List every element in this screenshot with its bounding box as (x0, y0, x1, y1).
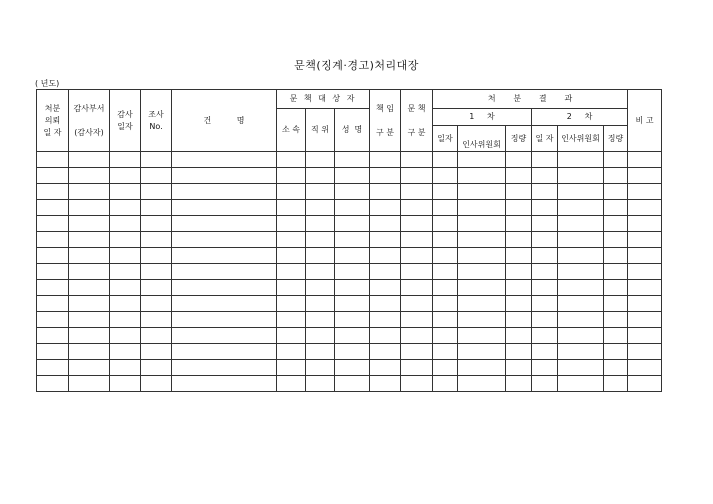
table-cell[interactable] (172, 184, 277, 200)
table-cell[interactable] (69, 264, 110, 280)
table-cell[interactable] (69, 360, 110, 376)
table-cell[interactable] (628, 360, 662, 376)
table-cell[interactable] (370, 232, 401, 248)
table-cell[interactable] (141, 152, 172, 168)
table-row (37, 344, 662, 360)
table-cell[interactable] (506, 248, 532, 264)
table-cell[interactable] (37, 232, 69, 248)
table-cell[interactable] (532, 280, 558, 296)
table-cell[interactable] (558, 344, 604, 360)
table-row (37, 200, 662, 216)
table-cell[interactable] (335, 360, 370, 376)
header-position: 직 위 (306, 109, 335, 152)
table-cell[interactable] (69, 312, 110, 328)
table-cell[interactable] (558, 152, 604, 168)
table-cell[interactable] (628, 312, 662, 328)
table-cell[interactable] (277, 184, 306, 200)
header-audit-dept: 감사부서 (감사자) (69, 90, 110, 152)
table-cell[interactable] (110, 360, 141, 376)
table-cell[interactable] (370, 328, 401, 344)
table-cell[interactable] (141, 184, 172, 200)
header-first-date: 일자 (433, 126, 458, 152)
table-cell[interactable] (110, 312, 141, 328)
table-cell[interactable] (558, 312, 604, 328)
table-cell[interactable] (433, 216, 458, 232)
table-cell[interactable] (506, 168, 532, 184)
table-cell[interactable] (277, 216, 306, 232)
table-cell[interactable] (110, 200, 141, 216)
header-survey-no: 조사 No. (141, 90, 172, 152)
table-cell[interactable] (506, 184, 532, 200)
header-remarks: 비 고 (628, 90, 662, 152)
table-cell[interactable] (433, 152, 458, 168)
table-cell[interactable] (370, 360, 401, 376)
table-cell[interactable] (532, 264, 558, 280)
table-cell[interactable] (110, 184, 141, 200)
table-cell[interactable] (370, 200, 401, 216)
table-cell[interactable] (433, 280, 458, 296)
table-cell[interactable] (370, 184, 401, 200)
table-cell[interactable] (604, 152, 628, 168)
header-liability-type: 책 임 구 분 (370, 90, 401, 152)
table-cell[interactable] (604, 376, 628, 392)
header-second-date: 일 자 (532, 126, 558, 152)
table-cell[interactable] (306, 360, 335, 376)
table-cell[interactable] (506, 344, 532, 360)
header-affiliation: 소 속 (277, 109, 306, 152)
table-cell[interactable] (628, 152, 662, 168)
table-cell[interactable] (458, 168, 506, 184)
header-first-penalty: 징량 (506, 126, 532, 152)
table-cell[interactable] (532, 344, 558, 360)
table-cell[interactable] (628, 184, 662, 200)
table-cell[interactable] (335, 280, 370, 296)
table-cell[interactable] (433, 312, 458, 328)
table-cell[interactable] (69, 200, 110, 216)
table-cell[interactable] (401, 184, 433, 200)
table-cell[interactable] (401, 328, 433, 344)
table-cell[interactable] (401, 280, 433, 296)
table-cell[interactable] (172, 312, 277, 328)
table-cell[interactable] (458, 248, 506, 264)
header-disposal-request-date: 처분 의뢰 일 자 (37, 90, 69, 152)
table-cell[interactable] (69, 344, 110, 360)
header-case-name: 건 명 (172, 90, 277, 152)
table-cell[interactable] (628, 232, 662, 248)
table-cell[interactable] (628, 168, 662, 184)
table-cell[interactable] (433, 248, 458, 264)
header-first-committee: 인사위원회 (458, 126, 506, 152)
table-cell[interactable] (277, 232, 306, 248)
table-cell[interactable] (335, 296, 370, 312)
table-cell[interactable] (277, 168, 306, 184)
table-cell[interactable] (370, 216, 401, 232)
table-cell[interactable] (433, 376, 458, 392)
table-cell[interactable] (370, 280, 401, 296)
table-cell[interactable] (141, 264, 172, 280)
table-cell[interactable] (69, 248, 110, 264)
table-cell[interactable] (69, 232, 110, 248)
table-cell[interactable] (37, 280, 69, 296)
table-cell[interactable] (172, 280, 277, 296)
table-cell[interactable] (141, 344, 172, 360)
table-cell[interactable] (458, 200, 506, 216)
table-cell[interactable] (110, 296, 141, 312)
table-cell[interactable] (306, 232, 335, 248)
page-title: 문책(징계·경고)처리대장 (294, 59, 419, 72)
table-cell[interactable] (458, 360, 506, 376)
table-cell[interactable] (370, 312, 401, 328)
table-cell[interactable] (69, 328, 110, 344)
table-cell[interactable] (604, 296, 628, 312)
table-cell[interactable] (401, 296, 433, 312)
table-cell[interactable] (604, 184, 628, 200)
table-cell[interactable] (306, 312, 335, 328)
table-cell[interactable] (306, 264, 335, 280)
table-cell[interactable] (110, 376, 141, 392)
table-cell[interactable] (558, 232, 604, 248)
table-cell[interactable] (69, 168, 110, 184)
table-cell[interactable] (110, 328, 141, 344)
table-cell[interactable] (433, 184, 458, 200)
table-cell[interactable] (532, 200, 558, 216)
table-cell[interactable] (277, 152, 306, 168)
table-cell[interactable] (110, 216, 141, 232)
table-cell[interactable] (433, 360, 458, 376)
table-cell[interactable] (141, 296, 172, 312)
table-cell[interactable] (558, 360, 604, 376)
table-cell[interactable] (172, 344, 277, 360)
header-reprimand-type: 문 책 구 분 (401, 90, 433, 152)
table-cell[interactable] (401, 216, 433, 232)
table-cell[interactable] (628, 328, 662, 344)
header-responsible-group: 문 책 대 상 자 (277, 90, 370, 109)
table-cell[interactable] (401, 152, 433, 168)
table-row (37, 296, 662, 312)
table-row (37, 280, 662, 296)
table-cell[interactable] (277, 280, 306, 296)
table-cell[interactable] (558, 264, 604, 280)
table-cell[interactable] (306, 248, 335, 264)
table-cell[interactable] (604, 312, 628, 328)
table-cell[interactable] (110, 344, 141, 360)
table-cell[interactable] (558, 168, 604, 184)
table-cell[interactable] (110, 248, 141, 264)
table-cell[interactable] (628, 344, 662, 360)
table-cell[interactable] (370, 152, 401, 168)
header-second-round: 2 차 (532, 109, 628, 126)
table-cell[interactable] (335, 264, 370, 280)
table-cell[interactable] (335, 232, 370, 248)
table-cell[interactable] (335, 184, 370, 200)
table-cell[interactable] (604, 264, 628, 280)
table-cell[interactable] (69, 152, 110, 168)
table-cell[interactable] (532, 328, 558, 344)
table-cell[interactable] (335, 248, 370, 264)
ledger-table (36, 89, 662, 392)
table-cell[interactable] (172, 376, 277, 392)
table-cell[interactable] (172, 200, 277, 216)
table-cell[interactable] (604, 360, 628, 376)
table-cell[interactable] (306, 280, 335, 296)
table-cell[interactable] (532, 232, 558, 248)
table-cell[interactable] (458, 264, 506, 280)
table-cell[interactable] (604, 232, 628, 248)
table-cell[interactable] (172, 216, 277, 232)
table-cell[interactable] (506, 264, 532, 280)
table-cell[interactable] (69, 184, 110, 200)
table-cell[interactable] (335, 216, 370, 232)
table-cell[interactable] (532, 248, 558, 264)
table-cell[interactable] (37, 328, 69, 344)
table-cell[interactable] (532, 360, 558, 376)
table-cell[interactable] (433, 296, 458, 312)
table-cell[interactable] (306, 152, 335, 168)
table-cell[interactable] (110, 232, 141, 248)
table-cell[interactable] (37, 376, 69, 392)
table-cell[interactable] (401, 376, 433, 392)
table-cell[interactable] (370, 376, 401, 392)
table-cell[interactable] (37, 360, 69, 376)
table-row (37, 232, 662, 248)
table-cell[interactable] (558, 248, 604, 264)
header-name: 성 명 (335, 109, 370, 152)
table-cell[interactable] (335, 344, 370, 360)
table-cell[interactable] (628, 200, 662, 216)
table-cell[interactable] (37, 312, 69, 328)
table-row (37, 152, 662, 168)
table-cell[interactable] (370, 168, 401, 184)
table-cell[interactable] (69, 296, 110, 312)
table-cell[interactable] (335, 328, 370, 344)
table-cell[interactable] (277, 296, 306, 312)
table-cell[interactable] (335, 152, 370, 168)
table-cell[interactable] (172, 152, 277, 168)
table-cell[interactable] (277, 248, 306, 264)
table-cell[interactable] (604, 344, 628, 360)
table-cell[interactable] (628, 296, 662, 312)
table-cell[interactable] (172, 168, 277, 184)
table-cell[interactable] (335, 168, 370, 184)
table-cell[interactable] (277, 264, 306, 280)
year-label: ( 년도) (35, 79, 60, 88)
table-cell[interactable] (172, 360, 277, 376)
table-cell[interactable] (141, 232, 172, 248)
table-cell[interactable] (69, 376, 110, 392)
table-cell[interactable] (506, 328, 532, 344)
table-cell[interactable] (558, 280, 604, 296)
table-cell[interactable] (335, 312, 370, 328)
table-cell[interactable] (69, 280, 110, 296)
table-cell[interactable] (141, 168, 172, 184)
table-cell[interactable] (306, 344, 335, 360)
table-cell[interactable] (558, 328, 604, 344)
table-cell[interactable] (172, 232, 277, 248)
table-cell[interactable] (558, 296, 604, 312)
table-row (37, 376, 662, 392)
table-cell[interactable] (277, 360, 306, 376)
table-cell[interactable] (458, 328, 506, 344)
table-cell[interactable] (506, 296, 532, 312)
table-cell[interactable] (506, 280, 532, 296)
table-cell[interactable] (141, 248, 172, 264)
table-cell[interactable] (401, 312, 433, 328)
table-cell[interactable] (306, 184, 335, 200)
table-cell[interactable] (37, 184, 69, 200)
table-cell[interactable] (401, 360, 433, 376)
table-cell[interactable] (458, 184, 506, 200)
table-cell[interactable] (172, 248, 277, 264)
table-row (37, 248, 662, 264)
table-cell[interactable] (532, 184, 558, 200)
table-cell[interactable] (506, 152, 532, 168)
table-cell[interactable] (604, 168, 628, 184)
table-cell[interactable] (506, 360, 532, 376)
table-cell[interactable] (532, 216, 558, 232)
table-cell[interactable] (506, 376, 532, 392)
table-cell[interactable] (458, 216, 506, 232)
table-cell[interactable] (37, 200, 69, 216)
table-cell[interactable] (335, 376, 370, 392)
table-row (37, 216, 662, 232)
table-cell[interactable] (401, 232, 433, 248)
table-cell[interactable] (628, 216, 662, 232)
table-cell[interactable] (458, 280, 506, 296)
table-row (37, 328, 662, 344)
header-second-penalty: 징량 (604, 126, 628, 152)
table-cell[interactable] (172, 296, 277, 312)
table-cell[interactable] (37, 168, 69, 184)
table-row (37, 264, 662, 280)
table-cell[interactable] (141, 216, 172, 232)
header-first-round: 1 차 (433, 109, 532, 126)
table-cell[interactable] (433, 344, 458, 360)
table-cell[interactable] (506, 216, 532, 232)
table-cell[interactable] (506, 312, 532, 328)
table-cell[interactable] (37, 344, 69, 360)
table-row (37, 312, 662, 328)
table-cell[interactable] (558, 184, 604, 200)
table-cell[interactable] (604, 328, 628, 344)
header-disposal-result: 처 분 결 과 (433, 90, 628, 109)
table-cell[interactable] (335, 200, 370, 216)
table-cell[interactable] (401, 200, 433, 216)
table-cell[interactable] (433, 168, 458, 184)
table-cell[interactable] (506, 200, 532, 216)
table-cell[interactable] (306, 328, 335, 344)
table-cell[interactable] (604, 280, 628, 296)
table-cell[interactable] (370, 248, 401, 264)
table-cell[interactable] (604, 216, 628, 232)
table-cell[interactable] (141, 280, 172, 296)
table-cell[interactable] (370, 344, 401, 360)
table-cell[interactable] (401, 264, 433, 280)
table-cell[interactable] (141, 312, 172, 328)
table-row (37, 168, 662, 184)
table-cell[interactable] (628, 264, 662, 280)
table-cell[interactable] (306, 376, 335, 392)
table-cell[interactable] (37, 152, 69, 168)
table-cell[interactable] (458, 344, 506, 360)
table-cell[interactable] (532, 152, 558, 168)
table-cell[interactable] (604, 248, 628, 264)
table-cell[interactable] (277, 328, 306, 344)
table-cell[interactable] (401, 248, 433, 264)
table-cell[interactable] (172, 264, 277, 280)
table-row (37, 360, 662, 376)
table-cell[interactable] (433, 200, 458, 216)
table-cell[interactable] (277, 200, 306, 216)
table-cell[interactable] (532, 376, 558, 392)
table-cell[interactable] (558, 200, 604, 216)
table-cell[interactable] (37, 296, 69, 312)
table-cell[interactable] (628, 280, 662, 296)
table-cell[interactable] (141, 360, 172, 376)
table-cell[interactable] (69, 216, 110, 232)
header-second-committee: 인사위원회 (558, 126, 604, 152)
table-cell[interactable] (110, 280, 141, 296)
table-cell[interactable] (532, 312, 558, 328)
table-cell[interactable] (141, 328, 172, 344)
table-cell[interactable] (370, 264, 401, 280)
table-cell[interactable] (110, 264, 141, 280)
table-cell[interactable] (306, 200, 335, 216)
table-cell[interactable] (306, 168, 335, 184)
table-cell[interactable] (401, 344, 433, 360)
table-cell[interactable] (110, 168, 141, 184)
table-cell[interactable] (277, 344, 306, 360)
table-cell[interactable] (558, 376, 604, 392)
table-cell[interactable] (401, 168, 433, 184)
table-cell[interactable] (506, 232, 532, 248)
table-cell[interactable] (604, 200, 628, 216)
table-cell[interactable] (558, 216, 604, 232)
table-cell[interactable] (141, 200, 172, 216)
table-cell[interactable] (532, 168, 558, 184)
table-cell[interactable] (532, 296, 558, 312)
table-cell[interactable] (141, 376, 172, 392)
ledger-body (37, 152, 662, 392)
table-cell[interactable] (172, 328, 277, 344)
table-cell[interactable] (37, 216, 69, 232)
table-cell[interactable] (277, 312, 306, 328)
table-cell[interactable] (37, 264, 69, 280)
table-cell[interactable] (458, 296, 506, 312)
table-row (37, 184, 662, 200)
table-cell[interactable] (370, 296, 401, 312)
table-cell[interactable] (277, 376, 306, 392)
table-cell[interactable] (433, 232, 458, 248)
table-cell[interactable] (628, 248, 662, 264)
table-cell[interactable] (110, 152, 141, 168)
table-cell[interactable] (37, 248, 69, 264)
table-cell[interactable] (458, 152, 506, 168)
table-cell[interactable] (306, 216, 335, 232)
table-cell[interactable] (458, 312, 506, 328)
table-cell[interactable] (433, 328, 458, 344)
table-cell[interactable] (458, 232, 506, 248)
table-cell[interactable] (628, 376, 662, 392)
table-cell[interactable] (458, 376, 506, 392)
table-cell[interactable] (306, 296, 335, 312)
header-audit-date: 감사 일자 (110, 90, 141, 152)
table-cell[interactable] (433, 264, 458, 280)
